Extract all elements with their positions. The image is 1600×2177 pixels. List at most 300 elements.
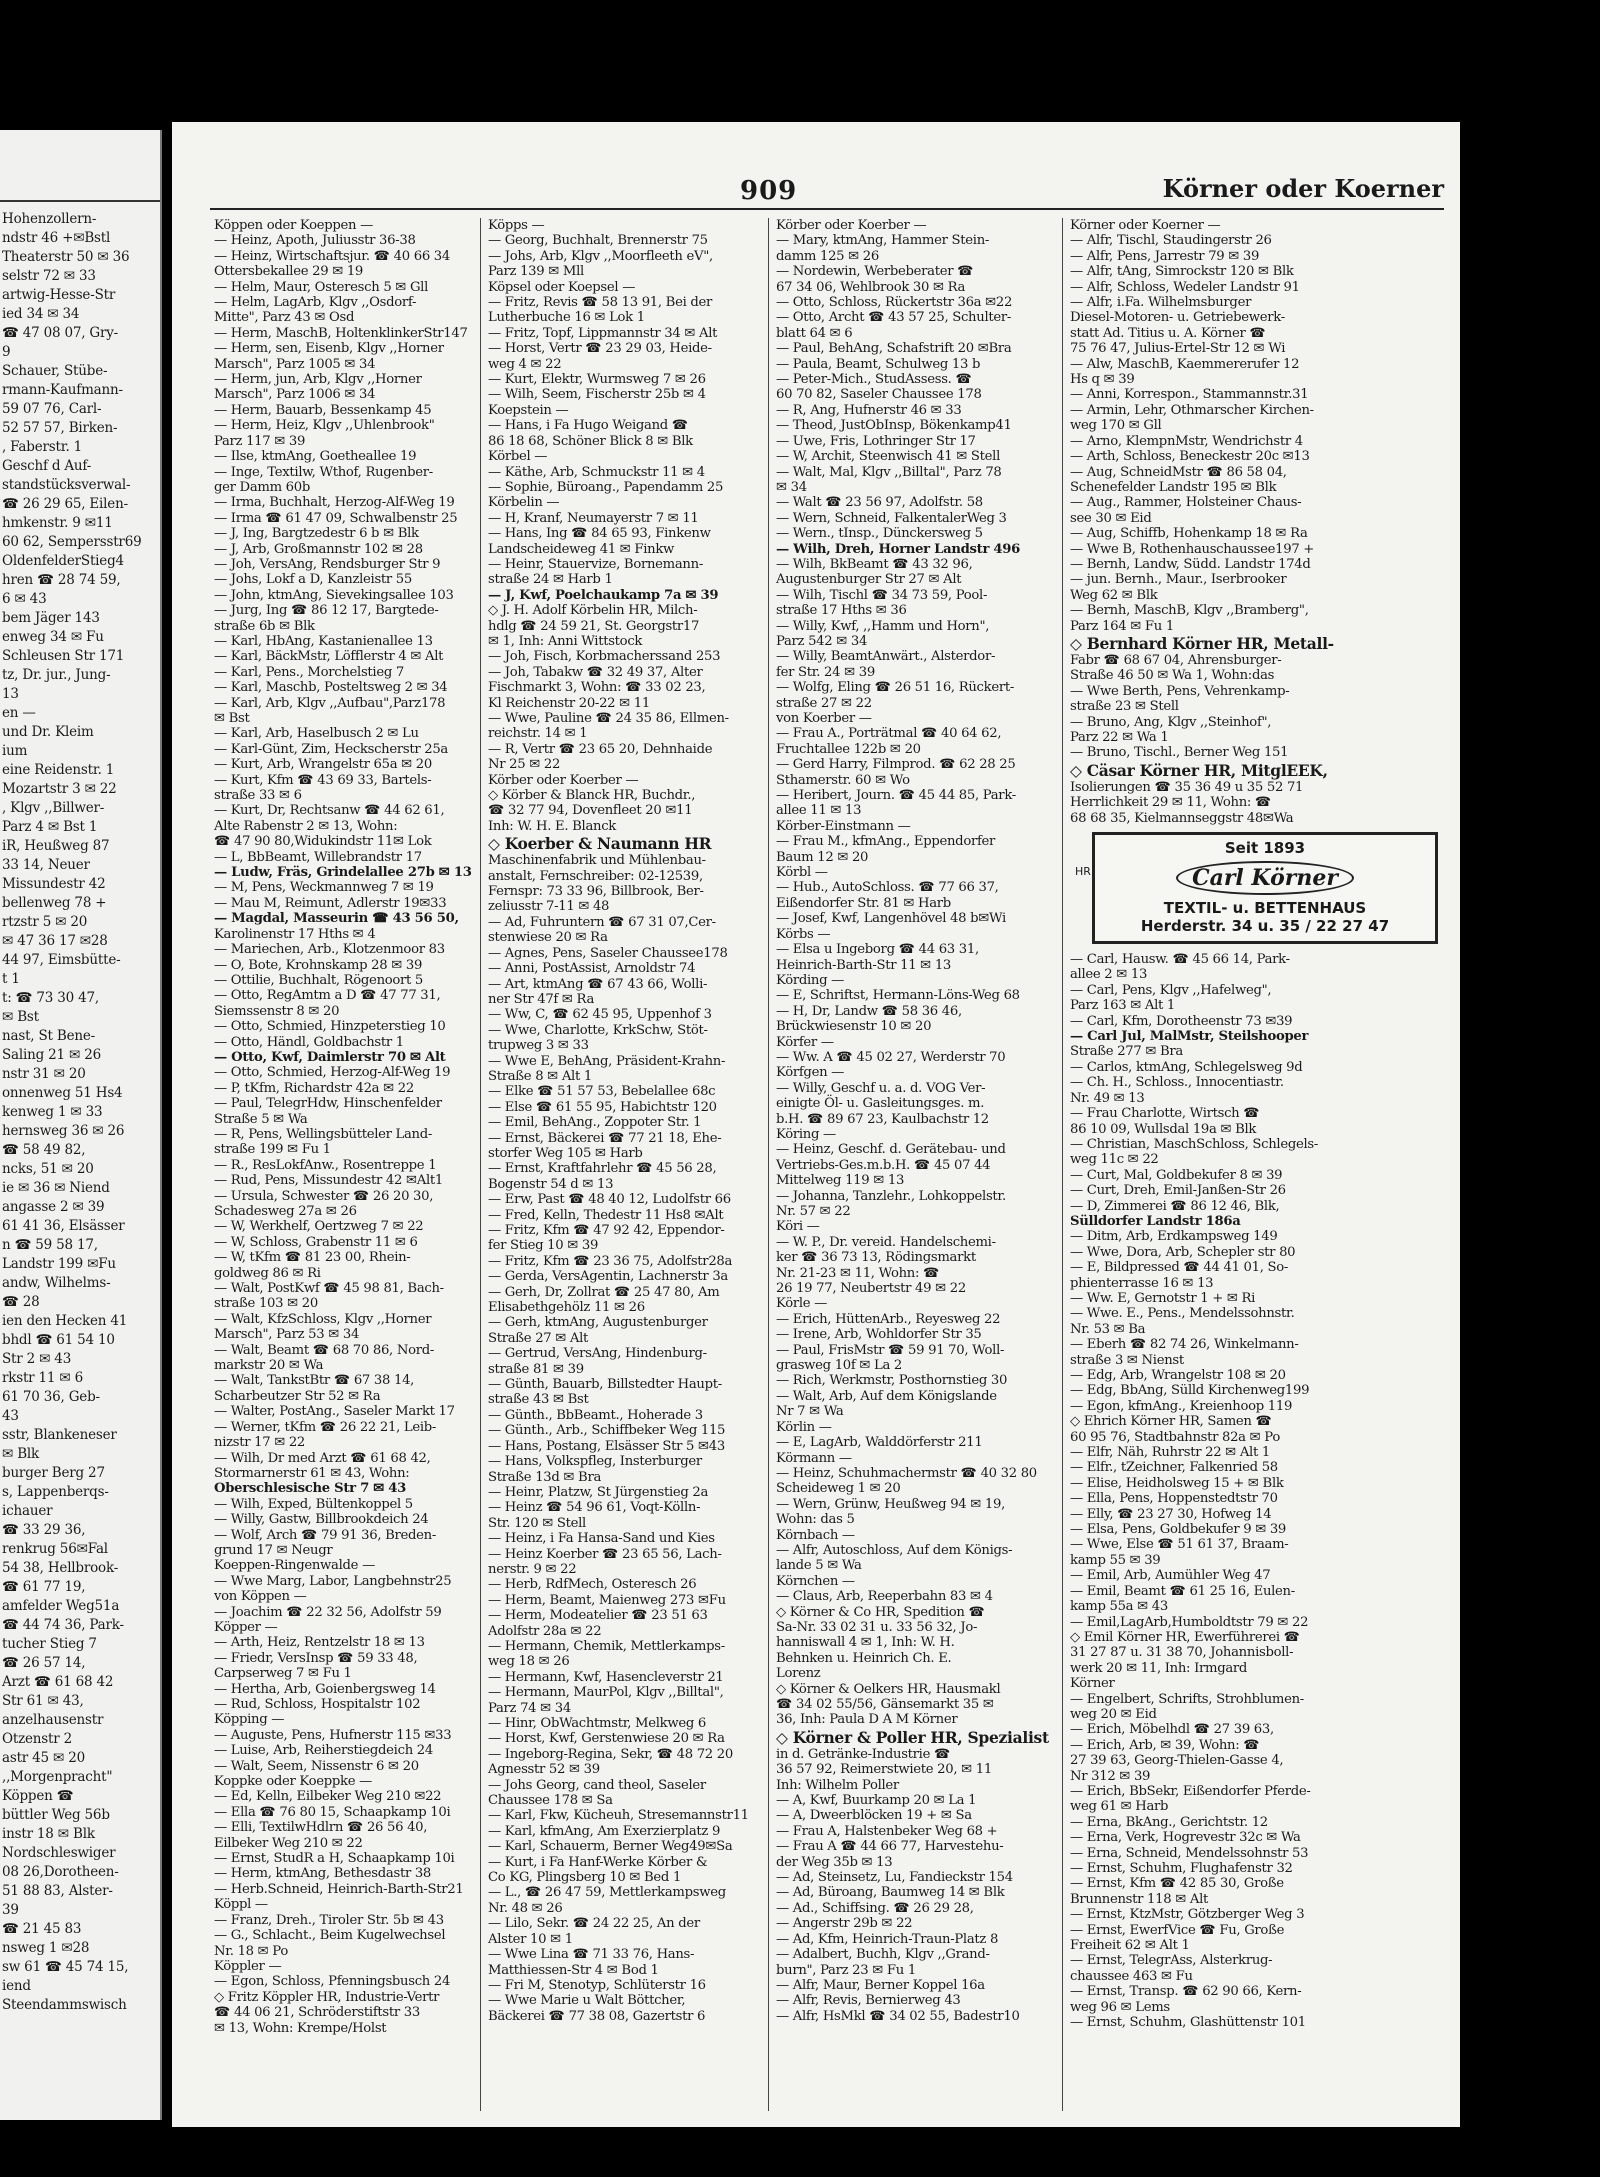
directory-entry: Diesel-Motoren- u. Getriebewerk- xyxy=(1070,310,1285,326)
directory-entry: — W, tKfm ☎ 81 23 00, Rhein- xyxy=(214,1250,411,1266)
directory-entry: — Fritz, Topf, Lippmannstr 34 ✉ Alt xyxy=(488,325,718,341)
directory-entry: — Erich, HüttenArb., Reyesweg 22 xyxy=(776,1311,1001,1327)
directory-entry: — H, Kranf, Neumayerstr 7 ✉ 11 xyxy=(488,510,699,526)
directory-entry: — P, tKfm, Richardstr 42a ✉ 22 xyxy=(214,1080,414,1096)
directory-entry: — Walt, Mal, Klgv ,,Billtal", Parz 78 xyxy=(776,464,1002,480)
strip-line: , Klgv ,,Billwer- xyxy=(2,800,105,816)
directory-entry: — Elsa, Pens, Goldbekufer 9 ✉ 39 xyxy=(1070,1522,1287,1538)
advertisement xyxy=(1075,832,1438,944)
strip-line: ✉ Bst xyxy=(2,1009,39,1025)
directory-entry: 26 19 77, Neubertstr 49 ✉ 22 xyxy=(776,1281,966,1297)
directory-entry: Nr. 53 ✉ Ba xyxy=(1070,1321,1146,1337)
directory-entry: — Arth, Heiz, Rentzelstr 18 ✉ 13 xyxy=(214,1635,425,1651)
directory-entry: — Arno, KlempnMstr, Wendrichstr 4 xyxy=(1070,433,1303,449)
directory-entry: straße 33 ✉ 6 xyxy=(214,788,302,804)
directory-entry: 75 76 47, Julius-Ertel-Str 12 ✉ Wi xyxy=(1070,341,1286,357)
strip-line: Otzenstr 2 xyxy=(2,1731,72,1747)
directory-entry: Maschinenfabrik und Mühlenbau- xyxy=(488,853,706,869)
directory-entry: ☎ 34 02 55/56, Gänsemarkt 35 ✉ xyxy=(776,1697,994,1712)
directory-entry: — A, Kwf, Buurkamp 20 ✉ La 1 xyxy=(776,1793,977,1809)
strip-line: 52 57 57, Birken- xyxy=(2,420,118,436)
strip-line: ndstr 46 +✉Bstl xyxy=(2,230,111,246)
directory-entry: — Adalbert, Buchh, Klgv ,,Grand- xyxy=(776,1947,990,1963)
advert-address: Herderstr. 34 u. 35 / 22 27 47 xyxy=(1140,917,1390,936)
directory-entry: reichstr. 14 ✉ 1 xyxy=(488,726,588,742)
directory-entry: — R., ResLokfAnw., Rosentreppe 1 xyxy=(214,1157,437,1173)
surname-heading: Köri — xyxy=(776,1219,820,1235)
directory-entry: — Johs Georg, cand theol, Saseler xyxy=(488,1777,706,1793)
directory-entry: — Hermann, Kwf, Hasencleverstr 21 xyxy=(488,1669,724,1685)
directory-entry: — Ernst, StudR a H, Schaapkamp 10i xyxy=(214,1851,455,1867)
directory-entry: Nr. 57 ✉ 22 xyxy=(776,1204,851,1219)
directory-entry: — Egon, Schloss, Pfenningsbusch 24 xyxy=(214,1974,451,1990)
directory-entry: — J, Kwf, Poelchaukamp 7a ✉ 39 xyxy=(488,587,719,603)
directory-entry: weg 61 ✉ Harb xyxy=(1070,1799,1169,1815)
directory-entry: — Kurt, Dr, Rechtsanw ☎ 44 62 61, xyxy=(214,803,445,819)
directory-entry: blatt 64 ✉ 6 xyxy=(776,325,853,341)
directory-entry: — Frau Charlotte, Wirtsch ☎ xyxy=(1070,1106,1260,1122)
directory-entry: — Ed, Kelln, Eilbeker Weg 210 ✉22 xyxy=(214,1789,442,1805)
directory-entry: ☎ 47 90 80,Widukindstr 11✉ Lok xyxy=(214,834,432,850)
directory-entry: chaussee 463 ✉ Fu xyxy=(1070,1968,1193,1984)
directory-entry: Alte Rabenstr 2 ✉ 13, Wohn: xyxy=(214,818,398,834)
directory-entry: — L, BbBeamt, Willebrandstr 17 xyxy=(214,849,422,865)
directory-entry: — Claus, Arb, Reeperbahn 83 ✉ 4 xyxy=(776,1589,993,1605)
surname-heading: Körlin — xyxy=(776,1419,832,1435)
directory-entry: — Karl, Schauerm, Berner Weg49✉Sa xyxy=(488,1839,733,1855)
strip-line: ✉ 47 36 17 ✉28 xyxy=(2,933,108,949)
strip-line: 9 xyxy=(2,344,11,360)
directory-entry: — Gerh, ktmAng, Augustenburger xyxy=(488,1315,708,1331)
surname-heading: Koeppen-Ringenwalde — xyxy=(214,1558,375,1574)
directory-entry: — Herb.Schneid, Heinrich-Barth-Str21 xyxy=(214,1881,464,1897)
directory-entry: — Heinz, Schuhmachermstr ☎ 40 32 80 xyxy=(776,1465,1037,1481)
directory-entry: — Alfr, Pens, Jarrestr 79 ✉ 39 xyxy=(1070,248,1260,264)
directory-entry: ker ☎ 36 73 13, Rödingsmarkt xyxy=(776,1250,976,1266)
directory-entry: — Wwe, Dora, Arb, Schepler str 80 xyxy=(1070,1244,1296,1260)
directory-entry: ☎ 44 06 21, Schröderstiftstr 33 xyxy=(214,2005,420,2021)
directory-entry: — Karl-Günt, Zim, Heckscherstr 25a xyxy=(214,741,448,757)
directory-entry: — Ernst, Schuhm, Glashüttenstr 101 xyxy=(1070,2015,1306,2031)
strip-line: sstr, Blankeneser xyxy=(2,1427,117,1443)
directory-entry: — Heribert, Journ. ☎ 45 44 85, Park- xyxy=(776,788,1016,804)
strip-line: s, Lappenberqs- xyxy=(2,1484,109,1500)
strip-line: renkrug 56✉Fal xyxy=(2,1541,108,1557)
directory-entry: — Heinz ☎ 54 96 61, Voqt-Kölln- xyxy=(488,1500,701,1516)
directory-entry: — Herm, jun, Arb, Klgv ,,Horner xyxy=(214,372,422,388)
directory-entry: ✉ 13, Wohn: Krempe/Holst xyxy=(214,2020,387,2036)
directory-entry: — Herm, MaschB, HoltenklinkerStr147 xyxy=(214,325,468,341)
directory-entry: Straße 8 ✉ Alt 1 xyxy=(488,1068,592,1084)
directory-entry: — Edg, Arb, Wrangelstr 108 ✉ 20 xyxy=(1070,1368,1286,1383)
directory-entry: Fischmarkt 3, Wohn: ☎ 33 02 23, xyxy=(488,680,706,696)
directory-entry: — Erich, Arb, ✉ 39, Wohn: ☎ xyxy=(1070,1737,1260,1753)
strip-line: , Faberstr. 1 xyxy=(2,439,83,455)
directory-entry: — Agnes, Pens, Saseler Chaussee178 xyxy=(488,945,728,961)
surname-heading: Köppler — xyxy=(214,1958,282,1974)
directory-entry: — Walter, PostAng., Saseler Markt 17 xyxy=(214,1404,455,1420)
directory-entry: — Carl, Hausw. ☎ 45 66 14, Park- xyxy=(1070,952,1290,968)
directory-entry: 27 39 63, Georg-Thielen-Gasse 4, xyxy=(1070,1753,1284,1769)
surname-heading: Koppke oder Koeppke — xyxy=(214,1774,372,1790)
directory-entry: — Wwe Berth, Pens, Vehrenkamp- xyxy=(1070,683,1290,699)
directory-entry: — Armin, Lehr, Othmarscher Kirchen- xyxy=(1070,402,1314,418)
directory-entry: — W, Werkhelf, Oertzweg 7 ✉ 22 xyxy=(214,1219,424,1235)
strip-line: enweg 34 ✉ Fu xyxy=(2,629,104,645)
advert-business: TEXTIL- u. BETTENHAUS xyxy=(1163,899,1367,918)
directory-entry: — Ad, Steinsetz, Lu, Fandieckstr 154 xyxy=(776,1870,1013,1886)
strip-line: ☎ 28 xyxy=(2,1294,40,1310)
directory-entry: Lutherbuche 16 ✉ Lok 1 xyxy=(488,310,645,326)
directory-entry: — D, Zimmerei ☎ 86 12 46, Blk, xyxy=(1070,1198,1280,1214)
directory-entry: — Ella, Pens, Hoppenstedtstr 70 xyxy=(1070,1491,1278,1507)
strip-line: Schauer, Stübe- xyxy=(2,363,108,379)
directory-entry: — Karl, Fkw, Kücheuh, Stresemannstr11 xyxy=(488,1808,749,1824)
strip-line: bhdl ☎ 61 54 10 xyxy=(2,1332,115,1348)
directory-entry: — R, Ang, Hufnerstr 46 ✉ 33 xyxy=(776,402,962,418)
directory-entry: — Ernst, Schuhm, Flughafenstr 32 xyxy=(1070,1861,1293,1876)
directory-entry: — Herm, sen, Eisenb, Klgv ,,Horner xyxy=(214,341,444,357)
directory-entry: ◇ Ehrich Körner HR, Samen ☎ xyxy=(1070,1414,1272,1430)
strip-line: hren ☎ 28 74 59, xyxy=(2,572,121,588)
surname-heading: Körber oder Koerber — xyxy=(776,218,927,233)
directory-entry: ◇ J. H. Adolf Körbelin HR, Milch- xyxy=(488,603,698,619)
directory-entry: — Wilh, Tischl ☎ 34 73 59, Pool- xyxy=(776,587,988,603)
directory-entry: — Paul, BehAng, Schafstrift 20 ✉Bra xyxy=(776,341,1012,357)
directory-entry: goldweg 86 ✉ Ri xyxy=(214,1265,321,1281)
directory-entry: — A, Dweerblöcken 19 + ✉ Sa xyxy=(776,1808,972,1824)
directory-entry: 68 68 35, Kielmannseggstr 48✉Wa xyxy=(1070,810,1294,826)
directory-entry: — Nordewin, Werbeberater ☎ xyxy=(776,264,974,280)
directory-entry: — Emil,LagArb,Humboldtstr 79 ✉ 22 xyxy=(1070,1614,1309,1630)
directory-entry: — Georg, Buchhalt, Brennerstr 75 xyxy=(488,233,708,249)
directory-entry: Marsch", Parz 53 ✉ 34 xyxy=(214,1327,360,1343)
directory-entry: Ottersbekallee 29 ✉ 19 xyxy=(214,264,364,280)
directory-entry: 60 95 76, Stadtbahnstr 82a ✉ Po xyxy=(1070,1429,1280,1445)
strip-line: bellenweg 78 + xyxy=(2,895,107,911)
directory-entry: Fabr ☎ 68 67 04, Ahrensburger- xyxy=(1070,652,1282,668)
directory-entry: — Erich, BbSekr, Eißendorfer Pferde- xyxy=(1070,1783,1311,1799)
directory-entry: Parz 74 ✉ 34 xyxy=(488,1700,571,1716)
directory-entry: ger Damm 60b xyxy=(214,479,311,495)
directory-entry: — Walt, Seem, Nissenstr 6 ✉ 20 xyxy=(214,1758,419,1774)
directory-entry: Sthamerstr. 60 ✉ Wo xyxy=(776,772,910,788)
directory-entry: straße 27 ✉ 22 xyxy=(776,695,872,711)
directory-entry: — Carlos, ktmAng, Schlegelsweg 9d xyxy=(1070,1059,1303,1075)
directory-entry: — Heinz, Apoth, Juliusstr 36-38 xyxy=(214,233,416,249)
directory-entry: — Karl, Arb, Klgv ,,Aufbau",Parz178 xyxy=(214,695,446,711)
page-header xyxy=(210,158,1444,210)
directory-entry: Sa-Nr. 33 02 31 u. 33 56 32, Jo- xyxy=(776,1619,978,1635)
directory-entry: — Hans, Postang, Elsässer Str 5 ✉43 xyxy=(488,1438,725,1454)
directory-entry: Parz 117 ✉ 39 xyxy=(214,433,306,449)
directory-entry: — Willy, Gastw, Billbrookdeich 24 xyxy=(214,1512,429,1528)
strip-line: bem Jäger 143 xyxy=(2,610,100,626)
strip-line: rkstr 11 ✉ 6 xyxy=(2,1370,83,1386)
directory-entry: — W. P., Dr. vereid. Handelschemi- xyxy=(776,1234,996,1250)
directory-entry: — Werner, tKfm ☎ 26 22 21, Leib- xyxy=(214,1419,437,1435)
directory-entry: ✉ Bst xyxy=(214,711,250,726)
directory-entry: Bogenstr 54 d ✉ 13 xyxy=(488,1176,614,1192)
directory-entry: fer Str. 24 ✉ 39 xyxy=(776,664,875,680)
page-number: 909 xyxy=(740,176,798,206)
strip-line: Schleusen Str 171 xyxy=(2,648,125,664)
header-rule xyxy=(0,200,160,202)
directory-entry: Körner xyxy=(1070,1676,1115,1692)
directory-entry: 36 57 92, Reimerstwiete 20, ✉ 11 xyxy=(776,1762,992,1778)
directory-entry: Co KG, Plingsberg 10 ✉ Bed 1 xyxy=(488,1870,682,1886)
directory-entry: — Josef, Kwf, Langenhövel 48 b✉Wi xyxy=(776,911,1006,927)
directory-entry: — Wilh, BkBeamt ☎ 43 32 96, xyxy=(776,556,973,572)
advert-hr-label: HR xyxy=(1075,865,1091,879)
directory-entry: — Anni, PostAssist, Arnoldstr 74 xyxy=(488,961,696,977)
directory-entry: — Bernh, Landw, Südd. Landstr 174d xyxy=(1070,556,1311,572)
strip-line: amfelder Weg51a xyxy=(2,1598,120,1614)
directory-entry: hanniswall 4 ✉ 1, Inh: W. H. xyxy=(776,1635,955,1651)
directory-entry: — Fritz, Kfm ☎ 47 92 42, Eppendor- xyxy=(488,1223,725,1238)
directory-entry: — Heinz, i Fa Hansa-Sand und Kies xyxy=(488,1531,715,1547)
strip-line: rmann-Kaufmann- xyxy=(2,382,123,398)
directory-page xyxy=(172,122,1460,2127)
directory-entry: grasweg 10f ✉ La 2 xyxy=(776,1358,902,1374)
directory-entry: — M, Pens, Weckmannweg 7 ✉ 19 xyxy=(214,880,434,896)
directory-entry: Stormarnerstr 61 ✉ 43, Wohn: xyxy=(214,1465,410,1481)
directory-entry: — Fritz, Kfm ☎ 23 36 75, Adolfstr28a xyxy=(488,1253,733,1269)
directory-entry: Carpserweg 7 ✉ Fu 1 xyxy=(214,1666,352,1682)
directory-entry: — W, Archit, Steenwisch 41 ✉ Stell xyxy=(776,449,1000,465)
directory-entry: — Lilo, Sekr. ☎ 24 22 25, An der xyxy=(488,1916,700,1932)
directory-entry: straße 199 ✉ Fu 1 xyxy=(214,1142,331,1158)
directory-entry: — Herm, Modeatelier ☎ 23 51 63 xyxy=(488,1608,708,1624)
directory-entry: — Rud, Schloss, Hospitalstr 102 xyxy=(214,1697,421,1712)
directory-entry: — Elsa u Ingeborg ☎ 44 63 31, xyxy=(776,942,979,958)
directory-entry: werk 20 ✉ 11, Inh: Irmgard xyxy=(1070,1660,1248,1676)
directory-entry: — Wwe Lina ☎ 71 33 76, Hans- xyxy=(488,1947,695,1963)
directory-entry: — Gerd Harry, Filmprod. ☎ 62 28 25 xyxy=(776,757,1016,773)
directory-entry: — Herm, ktmAng, Bethesdastr 38 xyxy=(214,1866,432,1882)
strip-line: tucher Stieg 7 xyxy=(2,1636,97,1652)
directory-entry: Nr. 18 ✉ Po xyxy=(214,1943,288,1959)
directory-entry: — Ad, Fuhruntern ☎ 67 31 07,Cer- xyxy=(488,914,716,930)
directory-entry: Brunnenstr 118 ✉ Alt xyxy=(1070,1891,1208,1907)
strip-line: 08 26,Dorotheen- xyxy=(2,1864,119,1880)
directory-entry: — Frau A, Halstenbeker Weg 68 + xyxy=(776,1823,998,1839)
directory-entry: Eißendorfer Str. 81 ✉ Harb xyxy=(776,895,951,911)
directory-entry: — Bruno, Tischl., Berner Weg 151 xyxy=(1070,745,1289,761)
strip-line: hernsweg 36 ✉ 26 xyxy=(2,1123,125,1139)
directory-entry: Herrlichkeit 29 ✉ 11, Wohn: ☎ xyxy=(1070,795,1272,811)
directory-entry: — Heinz Koerber ☎ 23 65 56, Lach- xyxy=(488,1546,722,1562)
strip-line: instr 18 ✉ Blk xyxy=(2,1826,95,1842)
directory-entry: Straße 277 ✉ Bra xyxy=(1070,1044,1183,1060)
directory-entry: — Mariechen, Arb., Klotzenmoor 83 xyxy=(214,942,445,958)
column-2 xyxy=(484,218,769,2111)
directory-entry: — Fred, Kelln, Thedestr 11 Hs8 ✉Alt xyxy=(488,1207,724,1223)
directory-entry: — Wwe B, Rothenhauschaussee197 + xyxy=(1070,541,1315,557)
advert-logo: Carl Körner xyxy=(1176,861,1354,895)
directory-entry: — Hans, i Fa Hugo Weigand ☎ xyxy=(488,418,688,434)
strip-line: Nordschleswiger xyxy=(2,1845,116,1861)
directory-entry: — Uwe, Fris, Lothringer Str 17 xyxy=(776,433,976,449)
directory-entry: — Irma ☎ 61 47 09, Schwalbenstr 25 xyxy=(214,510,458,526)
strip-line: selstr 72 ✉ 33 xyxy=(2,268,96,284)
strip-line: standstücksverwal- xyxy=(2,477,131,493)
directory-entry: — Emil, Beamt ☎ 61 25 16, Eulen- xyxy=(1070,1583,1295,1599)
directory-entry: — Franz, Dreh., Tiroler Str. 5b ✉ 43 xyxy=(214,1912,444,1928)
strip-line: Missundestr 42 xyxy=(2,876,106,892)
surname-heading: von Köppen — xyxy=(214,1589,307,1605)
directory-entry: — Bruno, Ang, Klgv ,,Steinhof", xyxy=(1070,714,1272,730)
directory-entry: — Ad., Schiffsing. ☎ 26 29 28, xyxy=(776,1900,974,1916)
directory-entry: nizstr 17 ✉ 22 xyxy=(214,1435,306,1451)
directory-entry: — Mary, ktmAng, Hammer Stein- xyxy=(776,233,990,249)
directory-entry: Alster 10 ✉ 1 xyxy=(488,1931,573,1947)
directory-entry: — Erich, Möbelhdl ☎ 27 39 63, xyxy=(1070,1722,1274,1738)
directory-entry: — Heinz, Geschf. d. Gerätebau- und xyxy=(776,1142,1006,1158)
directory-entry: fer Stieg 10 ✉ 39 xyxy=(488,1238,599,1254)
directory-entry: — Theod, JustObInsp, Bökenkamp41 xyxy=(776,418,1012,434)
directory-entry: — Otto, Schmied, Herzog-Alf-Weg 19 xyxy=(214,1065,451,1081)
directory-entry: — Alfr, i.Fa. Wilhelmsburger xyxy=(1070,295,1252,311)
directory-entry: — Karl, Pens., Morchelstieg 7 xyxy=(214,664,404,680)
strip-line: onnenweg 51 Hs4 xyxy=(2,1085,123,1101)
directory-entry: — Johanna, Tanzlehr., Lohkoppelstr. xyxy=(776,1188,1006,1204)
directory-entry: Mittelweg 119 ✉ 13 xyxy=(776,1173,905,1189)
strip-line: 61 70 36, Geb- xyxy=(2,1389,100,1405)
directory-entry: — Walt, KfzSchloss, Klgv ,,Horner xyxy=(214,1311,432,1327)
directory-entry: — Joh, Tabakw ☎ 32 49 37, Alter xyxy=(488,664,703,680)
directory-entry: weg 18 ✉ 26 xyxy=(488,1654,570,1670)
directory-entry: — Engelbert, Schrifts, Strohblumen- xyxy=(1070,1691,1304,1707)
directory-entry: Marsch", Parz 1006 ✉ 34 xyxy=(214,387,376,403)
directory-entry: — Elli, TextilwHdlrn ☎ 26 56 40, xyxy=(214,1820,428,1836)
directory-entry: Bäckerei ☎ 77 38 08, Gazertstr 6 xyxy=(488,2008,706,2024)
surname-heading: Köpps — xyxy=(488,218,545,233)
directory-entry: — Willy, Geschf u. a. d. VOG Ver- xyxy=(776,1080,986,1096)
directory-entry: Heinrich-Barth-Str 11 ✉ 13 xyxy=(776,957,952,973)
directory-entry: — Ww, C, ☎ 62 45 95, Uppenhof 3 xyxy=(488,1007,712,1023)
directory-entry: Elisabethgehölz 11 ✉ 26 xyxy=(488,1300,645,1316)
directory-entry: — G., Schlacht., Beim Kugelwechsel xyxy=(214,1928,446,1944)
directory-entry: — Emil, Arb, Aumühler Weg 47 xyxy=(1070,1568,1271,1584)
directory-entry: weg 11c ✉ 22 xyxy=(1070,1152,1159,1168)
directory-entry: — Sophie, Büroang., Papendamm 25 xyxy=(488,479,724,495)
surname-heading: Körle — xyxy=(776,1296,828,1312)
directory-entry: — Egon, kfmAng., Kreienhoop 119 xyxy=(1070,1398,1293,1414)
directory-entry: Matthiessen-Str 4 ✉ Bod 1 xyxy=(488,1962,659,1978)
directory-entry: — Carl, Pens, Klgv ,,Hafelweg", xyxy=(1070,982,1272,998)
surname-heading: Körnchen — xyxy=(776,1573,855,1589)
directory-entry: — Ernst, EwerfVice ☎ Fu, Große xyxy=(1070,1922,1285,1938)
directory-entry: — Willy, Kwf, ,,Hamm und Horn", xyxy=(776,618,990,634)
directory-entry: weg 96 ✉ Lems xyxy=(1070,1999,1170,2015)
directory-entry: weg 4 ✉ 22 xyxy=(488,356,562,372)
strip-line: büttler Weg 56b xyxy=(2,1807,110,1823)
directory-entry: — Emil, BehAng., Zoppoter Str. 1 xyxy=(488,1115,702,1131)
directory-entry: — Ernst, Bäckerei ☎ 77 21 18, Ehe- xyxy=(488,1130,722,1146)
strip-line: 60 62, Sempersstr69 xyxy=(2,534,142,550)
directory-entry: — Ernst, KtzMstr, Götzberger Weg 3 xyxy=(1070,1907,1305,1923)
strip-line: ☎ 26 29 65, Eilen- xyxy=(2,496,128,512)
strip-line: Köppen ☎ xyxy=(2,1788,74,1804)
strip-line: tz, Dr. jur., Jung- xyxy=(2,667,111,683)
directory-entry: Straße 13d ✉ Bra xyxy=(488,1469,602,1485)
directory-entry: — J, Ing, Bargtzedestr 6 b ✉ Blk xyxy=(214,526,419,542)
directory-entry: — Bernh, MaschB, Klgv ,,Bramberg", xyxy=(1070,603,1309,619)
directory-entry: — J, Arb, Großmannstr 102 ✉ 28 xyxy=(214,541,423,557)
strip-line: Landstr 199 ✉Fu xyxy=(2,1256,116,1272)
directory-entry: Eilbeker Weg 210 ✉ 22 xyxy=(214,1835,363,1851)
surname-heading: Körfer — xyxy=(776,1034,834,1050)
directory-entry: damm 125 ✉ 26 xyxy=(776,248,879,264)
directory-entry: — Ottilie, Buchhalt, Rögenoort 5 xyxy=(214,972,424,988)
directory-entry: — Irene, Arb, Wohldorfer Str 35 xyxy=(776,1327,982,1343)
directory-entry: — Herb, RdfMech, Osteresch 26 xyxy=(488,1577,697,1593)
directory-entry: Fernspr: 73 33 96, Billbrook, Ber- xyxy=(488,884,704,900)
directory-entry: — Karl, kfmAng, Am Exerzierplatz 9 xyxy=(488,1823,721,1839)
directory-entry: — Hub., AutoSchloss. ☎ 77 66 37, xyxy=(776,880,999,896)
directory-entry: — Wwe, Pauline ☎ 24 35 86, Ellmen- xyxy=(488,711,729,726)
directory-entry: allee 11 ✉ 13 xyxy=(776,803,862,819)
directory-entry: phienterrasse 16 ✉ 13 xyxy=(1070,1275,1214,1291)
directory-entry: Straße 27 ✉ Alt xyxy=(488,1330,589,1346)
directory-entry: — Wern, Grünw, Heußweg 94 ✉ 19, xyxy=(776,1496,1005,1512)
directory-entry: Parz 164 ✉ Fu 1 xyxy=(1070,618,1174,634)
directory-entry: straße 17 Hths ✉ 36 xyxy=(776,603,907,619)
strip-line: nast, St Bene- xyxy=(2,1028,95,1044)
directory-entry: — Rich, Werkmstr, Posthornstieg 30 xyxy=(776,1373,1008,1389)
directory-entry: — Hans, Ing ☎ 84 65 93, Finkenw xyxy=(488,526,711,542)
directory-entry: Baum 12 ✉ 20 xyxy=(776,849,869,865)
strip-line: Str 61 ✉ 43, xyxy=(2,1693,84,1709)
directory-entry: ◇ Körner & Co HR, Spedition ☎ xyxy=(776,1604,985,1620)
surname-heading: Körnbach — xyxy=(776,1527,855,1543)
directory-entry: — Ilse, ktmAng, Goetheallee 19 xyxy=(214,449,417,465)
directory-entry: — Otto, Schloss, Rückertstr 36a ✉22 xyxy=(776,295,1013,311)
directory-entry: ◇ Körner & Poller HR, Spezialist xyxy=(776,1727,1049,1747)
directory-entry: — Aug, Schiffb, Hohenkamp 18 ✉ Ra xyxy=(1070,526,1308,542)
surname-heading: Körbs — xyxy=(776,926,831,942)
directory-entry: — Aug, SchneidMstr ☎ 86 58 04, xyxy=(1070,464,1287,480)
directory-entry: ◇ Koerber & Naumann HR xyxy=(488,834,712,854)
directory-entry: Weg 62 ✉ Blk xyxy=(1070,587,1158,603)
strip-line: Steendammswisch xyxy=(2,1997,127,2013)
directory-entry: — Wwe. E., Pens., Mendelssohnstr. xyxy=(1070,1306,1295,1322)
directory-entry: weg 20 ✉ Eid xyxy=(1070,1706,1157,1722)
directory-entry: 36, Inh: Paula D A M Körner xyxy=(776,1712,958,1728)
surname-heading: Köpping — xyxy=(214,1712,285,1728)
directory-entry: — Paul, TelegrHdw, Hinschenfelder xyxy=(214,1096,442,1112)
strip-line: 13 xyxy=(2,686,19,702)
strip-line: ium xyxy=(2,743,28,759)
strip-line: 51 88 83, Alster- xyxy=(2,1883,113,1899)
column-1 xyxy=(210,218,481,2111)
directory-entry: — Heinr, Stauervize, Bornemann- xyxy=(488,556,703,572)
strip-line: Theaterstr 50 ✉ 36 xyxy=(2,249,130,265)
strip-line: ie ✉ 36 ✉ Niend xyxy=(2,1180,110,1196)
directory-entry: Nr. 49 ✉ 13 xyxy=(1070,1090,1145,1106)
surname-heading: Köpper — xyxy=(214,1619,278,1635)
directory-entry: ner Str 47f ✉ Ra xyxy=(488,991,595,1007)
strip-line: kenweg 1 ✉ 33 xyxy=(2,1104,103,1120)
directory-entry: — Curt, Dreh, Emil-Janßen-Str 26 xyxy=(1070,1183,1286,1199)
directory-entry: Isolierungen ☎ 35 36 49 u 35 52 71 xyxy=(1070,779,1304,795)
directory-entry: — Ernst, TelegrAss, Alsterkrug- xyxy=(1070,1953,1273,1969)
directory-entry: — O, Bote, Krohnskamp 28 ✉ 39 xyxy=(214,957,423,973)
directory-entry: — Alfr, Revis, Bernierweg 43 xyxy=(776,1993,961,2009)
directory-entry: — Kurt, Elektr, Wurmsweg 7 ✉ 26 xyxy=(488,372,706,388)
directory-entry: Freiheit 62 ✉ Alt 1 xyxy=(1070,1938,1190,1954)
